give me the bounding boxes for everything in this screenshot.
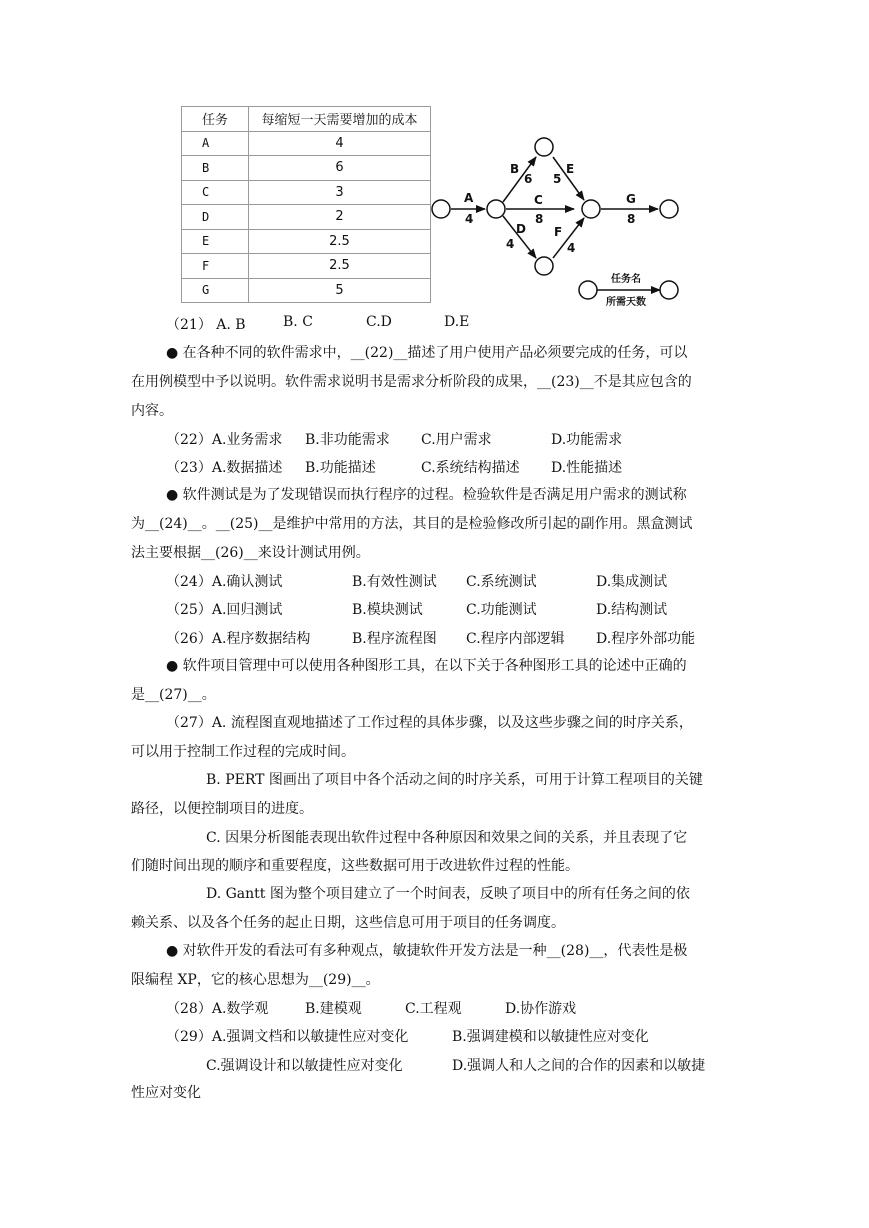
table-header-row (182, 107, 431, 132)
paragraph-line: ● 软件项目管理中可以使用各种图形工具，在以下关于各种图形工具的论述中正确的 (166, 658, 687, 674)
option-d: D.集成测试 (596, 574, 668, 590)
task-cell: F (182, 254, 249, 279)
option-c: C.强调设计和以敏捷性应对变化 (206, 1058, 403, 1074)
option-a: A.确认测试 (211, 574, 283, 590)
option-d: D.协作游戏 (505, 1001, 577, 1017)
option-b: B.强调建模和以敏捷性应对变化 (452, 1029, 649, 1045)
paragraph-line: 为__(24)__。__(25)__是维护中常用的方法，其目的是检验修改所引起的副作用。黑盒测试 (131, 516, 693, 532)
cost-cell: 4 (249, 131, 431, 156)
option-b: B.功能描述 (305, 460, 376, 476)
question-21 (166, 314, 470, 334)
edge-a-days: 4 (465, 212, 474, 226)
option-c: C.程序内部逻辑 (466, 631, 565, 647)
task-cell: G (182, 278, 249, 303)
table-row (182, 131, 431, 156)
option-a: A.数学观 (211, 1001, 269, 1017)
edge-c-days: 8 (535, 212, 544, 226)
node-5 (582, 200, 600, 218)
option-b: B.有效性测试 (352, 574, 437, 590)
question-27-d: D. Gantt 图为整个项目建立了一个时间表，反映了项目中的所有任务之间的依 (206, 886, 690, 902)
task-cell: B (182, 156, 249, 181)
paragraph-line: 是__(27)__。 (131, 687, 216, 703)
option-c: C.系统测试 (466, 574, 537, 590)
option-b: B.程序流程图 (352, 631, 437, 647)
table-row (182, 205, 431, 230)
edge-b-days: 6 (524, 172, 533, 186)
edge-d-days: 4 (506, 237, 515, 251)
question-29-d-cont: 性应对变化 (131, 1085, 201, 1101)
question-27-b-cont: 路径，以便控制项目的进度。 (131, 801, 313, 817)
option-c: C.工程观 (405, 1001, 462, 1017)
question-29 (166, 1026, 726, 1046)
option-a: A.强调文档和以敏捷性应对变化 (211, 1029, 409, 1045)
option-c: C.D (366, 314, 392, 330)
question-29-row2 (206, 1055, 736, 1075)
question-27-c: C. 因果分析图能表现出软件过程中各种原因和效果之间的关系，并且表现了它 (206, 830, 688, 846)
option-a: A.数据描述 (211, 460, 283, 476)
legend-days-label: 所需天数 (606, 297, 646, 308)
question-27-a-cont: 可以用于控制工作过程的完成时间。 (131, 744, 355, 760)
cost-cell: 3 (249, 180, 431, 205)
option-a: A.程序数据结构 (211, 631, 311, 647)
question-28 (166, 998, 686, 1018)
option-d: D.强调人和人之间的合作的因素和以敏捷 (452, 1058, 706, 1074)
option-a: A.业务需求 (211, 432, 283, 448)
node-2 (487, 200, 505, 218)
edge-e-days: 5 (553, 172, 562, 186)
question-27-b: B. PERT 图画出了项目中各个活动之间的时序关系，可用于计算工程项目的关键 (206, 772, 703, 788)
task-cell: C (182, 180, 249, 205)
paragraph-line: 法主要根据__(26)__来设计测试用例。 (131, 545, 370, 561)
table-header: 任务 (182, 107, 249, 132)
question-number: （22） (166, 432, 212, 448)
node-4 (535, 257, 553, 275)
cost-cell: 2 (249, 205, 431, 230)
question-24 (166, 571, 726, 591)
option-d: D.结构测试 (596, 602, 668, 618)
cost-cell: 6 (249, 156, 431, 181)
node-1 (432, 200, 450, 218)
question-number: （29） (166, 1029, 212, 1045)
option-b: B.非功能需求 (305, 432, 390, 448)
paragraph-line: ● 对软件开发的看法可有多种观点，敏捷软件开发方法是一种__(28)__，代表性是极 (166, 943, 688, 959)
legend-node-start (579, 281, 597, 299)
question-22 (166, 429, 706, 449)
table-header: 每缩短一天需要增加的成本 (249, 107, 431, 132)
edge-g-label: G (626, 192, 636, 206)
table-row (182, 156, 431, 181)
edge-f-days: 4 (567, 241, 576, 255)
table-row (182, 254, 431, 279)
option-b: B.模块测试 (352, 602, 423, 618)
option-a: A.回归测试 (211, 602, 283, 618)
edge-e-label: E (566, 162, 575, 176)
paragraph-line: 内容。 (131, 403, 173, 419)
cost-cell: 2.5 (249, 229, 431, 254)
edge-g-days: 8 (627, 212, 636, 226)
question-number: （21） (166, 317, 212, 333)
table-row (182, 229, 431, 254)
option-c: C.功能测试 (466, 602, 537, 618)
question-27-d-cont: 赖关系、以及各个任务的起止日期，这些信息可用于项目的任务调度。 (131, 915, 565, 931)
question-number: （24） (166, 574, 212, 590)
legend-node-end (660, 281, 678, 299)
option-d: D.功能需求 (551, 432, 623, 448)
edge-a-label: A (464, 191, 474, 205)
edge-c-label: C (534, 193, 543, 207)
legend-task-label: 任务名 (611, 274, 641, 285)
cost-cell: 2.5 (249, 254, 431, 279)
node-6 (660, 200, 678, 218)
question-number: （25） (166, 602, 212, 618)
option-b: B. C (283, 314, 313, 330)
cost-table (181, 106, 431, 303)
option-a: A. B (216, 317, 246, 333)
cost-cell: 5 (249, 278, 431, 303)
paragraph-line: ● 软件测试是为了发现错误而执行程序的过程。检验软件是否满足用户需求的测试称 (166, 487, 687, 503)
option-d: D.程序外部功能 (596, 631, 696, 647)
option-c: C.系统结构描述 (421, 460, 520, 476)
network-diagram (428, 128, 698, 308)
task-cell: E (182, 229, 249, 254)
question-26 (166, 628, 726, 648)
table-row (182, 278, 431, 303)
edge-f-label: F (554, 225, 563, 239)
paragraph-line: ● 在各种不同的软件需求中，__(22)__描述了用户使用产品必须要完成的任务，可以 (166, 345, 688, 361)
question-number: （23） (166, 460, 212, 476)
option-d: D.E (444, 314, 470, 330)
task-cell: A (182, 131, 249, 156)
task-cell: D (182, 205, 249, 230)
question-25 (166, 599, 726, 619)
paragraph-line: 在用例模型中予以说明。软件需求说明书是需求分析阶段的成果，__(23)__不是其应包含的 (131, 374, 692, 390)
question-23 (166, 457, 706, 477)
option-c: C.用户需求 (421, 432, 492, 448)
question-27-a: （27）A. 流程图直观地描述了工作过程的具体步骤，以及这些步骤之间的时序关系， (166, 715, 693, 731)
question-number: （28） (166, 1001, 212, 1017)
edge-d-label: D (516, 222, 526, 236)
paragraph-line: 限编程 XP，它的核心思想为__(29)__。 (131, 972, 380, 988)
question-27-c-cont: 们随时间出现的顺序和重要程度，这些数据可用于改进软件过程的性能。 (131, 858, 579, 874)
edge-b-label: B (510, 162, 520, 176)
option-d: D.性能描述 (551, 460, 623, 476)
table-row (182, 180, 431, 205)
question-number: （26） (166, 631, 212, 647)
node-3 (535, 138, 553, 156)
option-b: B.建模观 (305, 1001, 362, 1017)
